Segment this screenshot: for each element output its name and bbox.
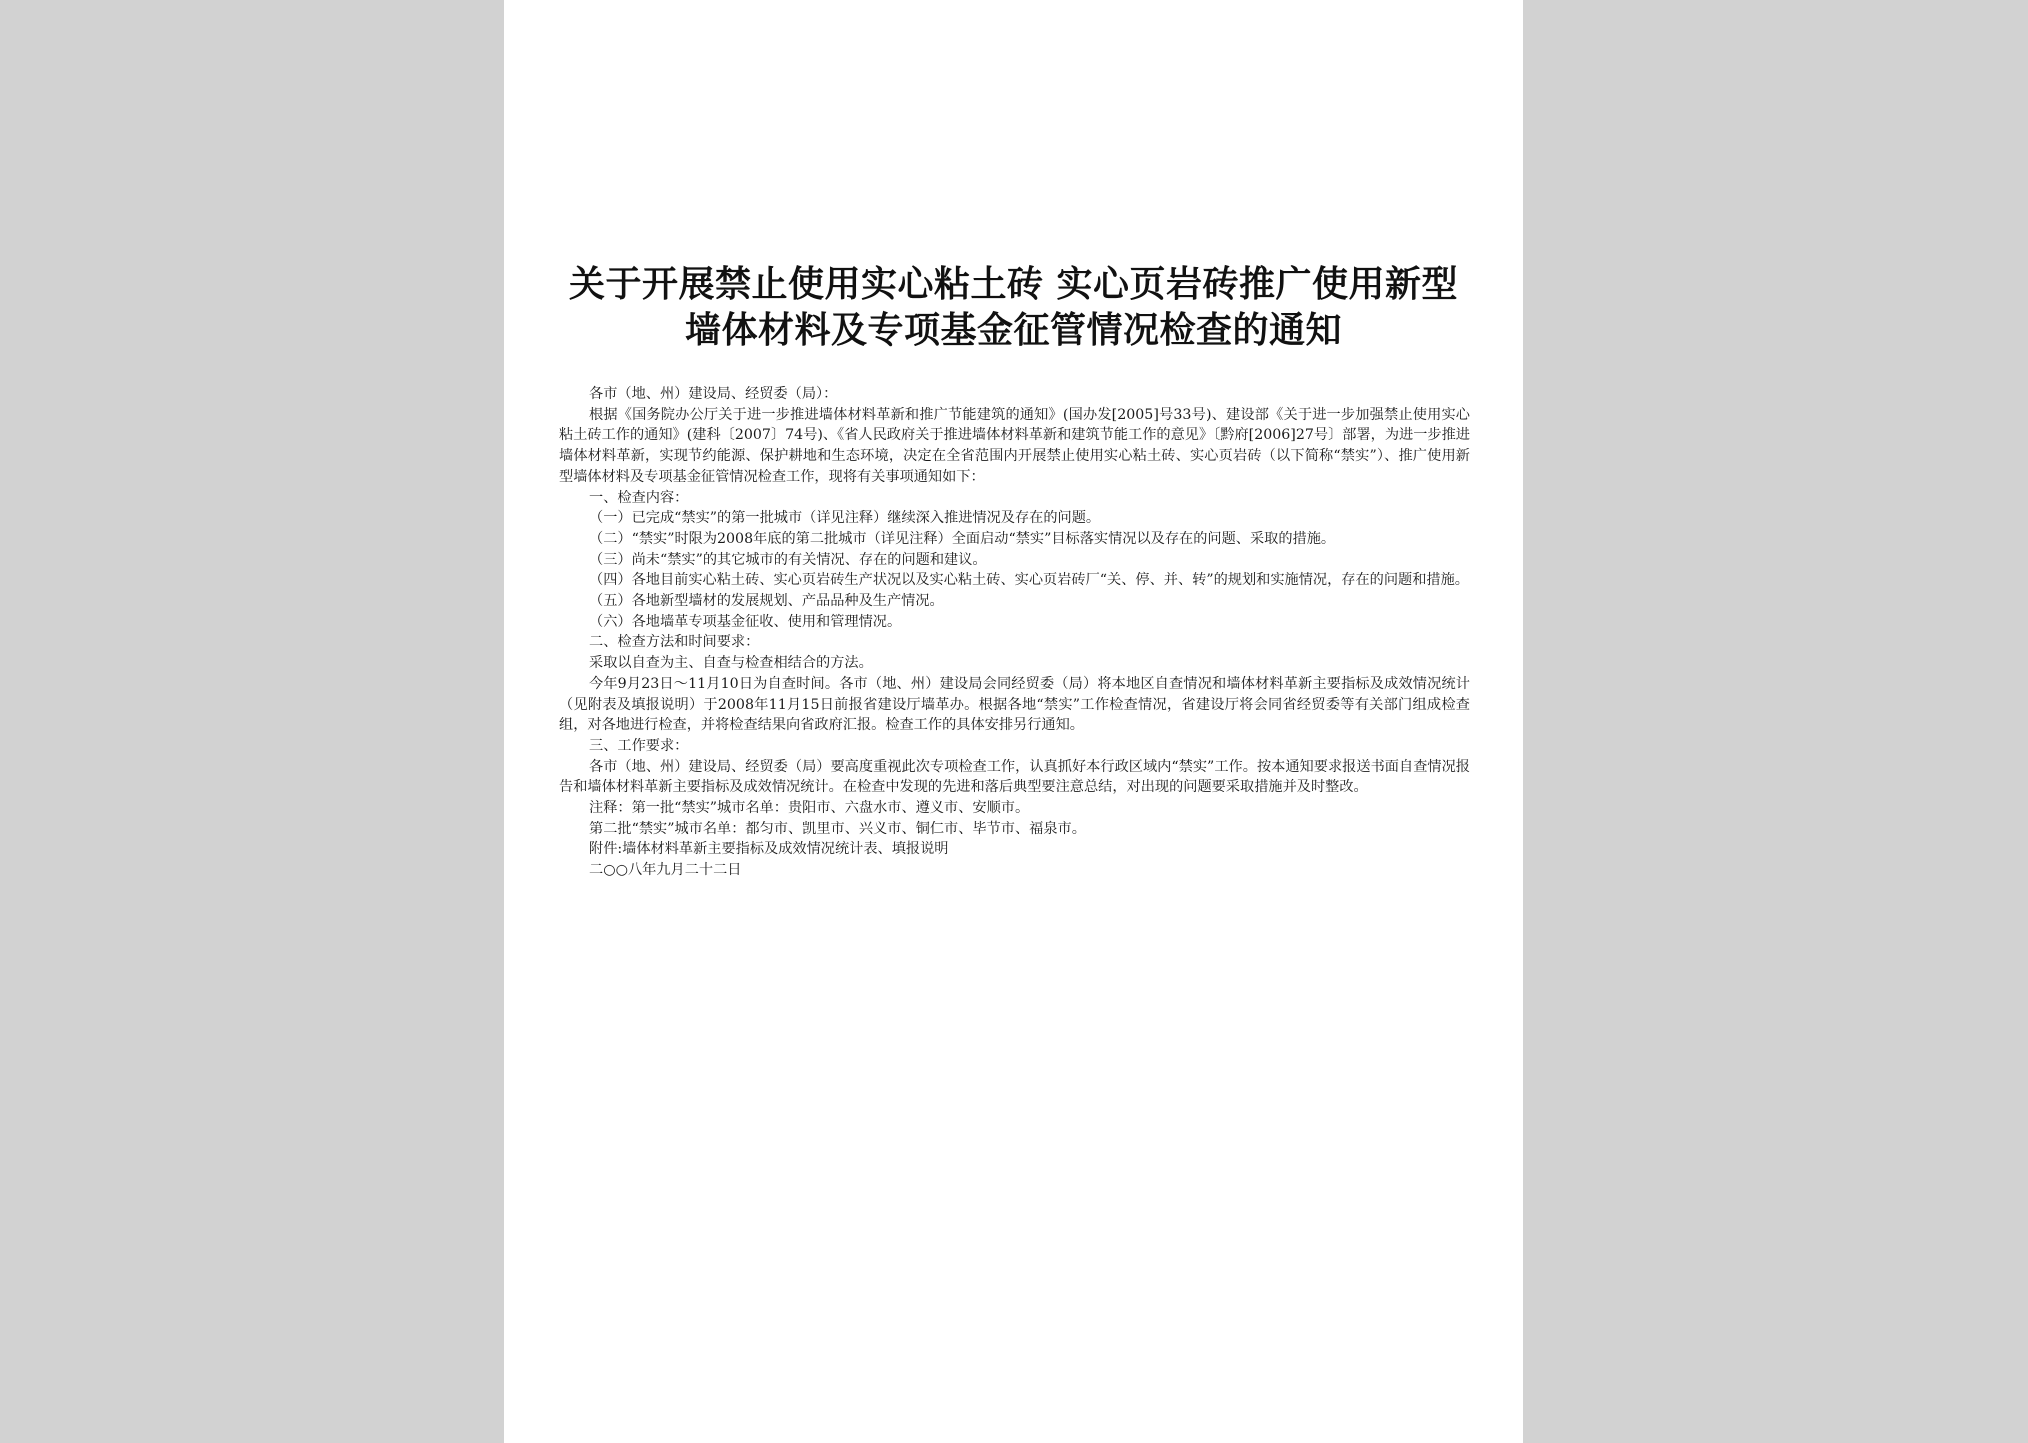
check-item-1: （一）已完成“禁实”的第一批城市（详见注释）继续深入推进情况及存在的问题。 <box>589 510 1101 527</box>
note-first-batch: 注释：第一批“禁实”城市名单：贵阳市、六盘水市、遵义市、安顺市。 <box>589 800 1030 817</box>
salutation: 各市（地、州）建设局、经贸委（局）： <box>589 386 838 402</box>
document-body <box>559 384 1470 881</box>
intro-paragraph: 根据《国务院办公厅关于进一步推进墙体材料革新和推广节能建筑的通知》(国办发[2005]号33号)、建设部《关于进一步加强禁止使用实心粘土砖工作的通知》(建科〔2007〕74号)、《省人民政府关于推进墙体材料革新和建筑节能工作的意见》〔黔府[2006]27号〕部署，为进一步推进墙体材料革新，实现节约能源、保护耕地和生态环境，决定在全省范围内开展禁止使用实心粘土砖、实心页岩砖（以下简称“禁实”）、推广使用新型墙体材料及专项基金征管情况检查工作，现将有关事项通知如下： <box>559 406 1470 485</box>
document-page <box>504 0 1523 1443</box>
attachment-line: 附件:墙体材料革新主要指标及成效情况统计表、填报说明 <box>589 841 949 858</box>
section-heading-3: 三、工作要求： <box>589 737 689 754</box>
document-title <box>544 262 1483 354</box>
schedule-paragraph: 今年9月23日～11月10日为自查时间。各市（地、州）建设局会同经贸委（局）将本地区自查情况和墙体材料革新主要指标及成效情况统计（见附表及填报说明）于2008年11月15日前报省建设厅墙革办。根据各地“禁实”工作检查情况，省建设厅将会同省经贸委等有关部门组成检查组，对各地进行检查，并将检查结果向省政府汇报。检查工作的具体安排另行通知。 <box>559 675 1470 734</box>
document-date: 二○○八年九月二十二日 <box>589 862 742 879</box>
check-item-2: （二）“禁实”时限为2008年底的第二批城市（详见注释）全面启动“禁实”目标落实情况以及存在的问题、采取的措施。 <box>589 530 1336 547</box>
section-heading-2: 二、检查方法和时间要求： <box>589 634 760 651</box>
check-item-3: （三）尚未“禁实”的其它城市的有关情况、存在的问题和建议。 <box>589 551 987 568</box>
section-heading-1: 一、检查内容： <box>589 489 689 506</box>
note-second-batch: 第二批“禁实”城市名单：都匀市、凯里市、兴义市、铜仁市、毕节市、福泉市。 <box>589 820 1086 837</box>
method-paragraph: 采取以自查为主、自查与检查相结合的方法。 <box>589 655 873 672</box>
check-item-6: （六）各地墙革专项基金征收、使用和管理情况。 <box>589 613 902 630</box>
title-line-1: 关于开展禁止使用实心粘土砖 实心页岩砖推广使用新型 <box>568 264 1459 305</box>
requirements-paragraph: 各市（地、州）建设局、经贸委（局）要高度重视此次专项检查工作，认真抓好本行政区域内“禁实”工作。按本通知要求报送书面自查情况报告和墙体材料革新主要指标及成效情况统计。在检查中发现的先进和落后典型要注意总结，对出现的问题要采取措施并及时整改。 <box>559 758 1470 796</box>
check-item-5: （五）各地新型墙材的发展规划、产品品种及生产情况。 <box>589 593 944 610</box>
check-item-4: （四）各地目前实心粘土砖、实心页岩砖生产状况以及实心粘土砖、实心页岩砖厂“关、停、并、转”的规划和实施情况，存在的问题和措施。 <box>589 572 1469 589</box>
title-line-2: 墙体材料及专项基金征管情况检查的通知 <box>684 310 1342 351</box>
